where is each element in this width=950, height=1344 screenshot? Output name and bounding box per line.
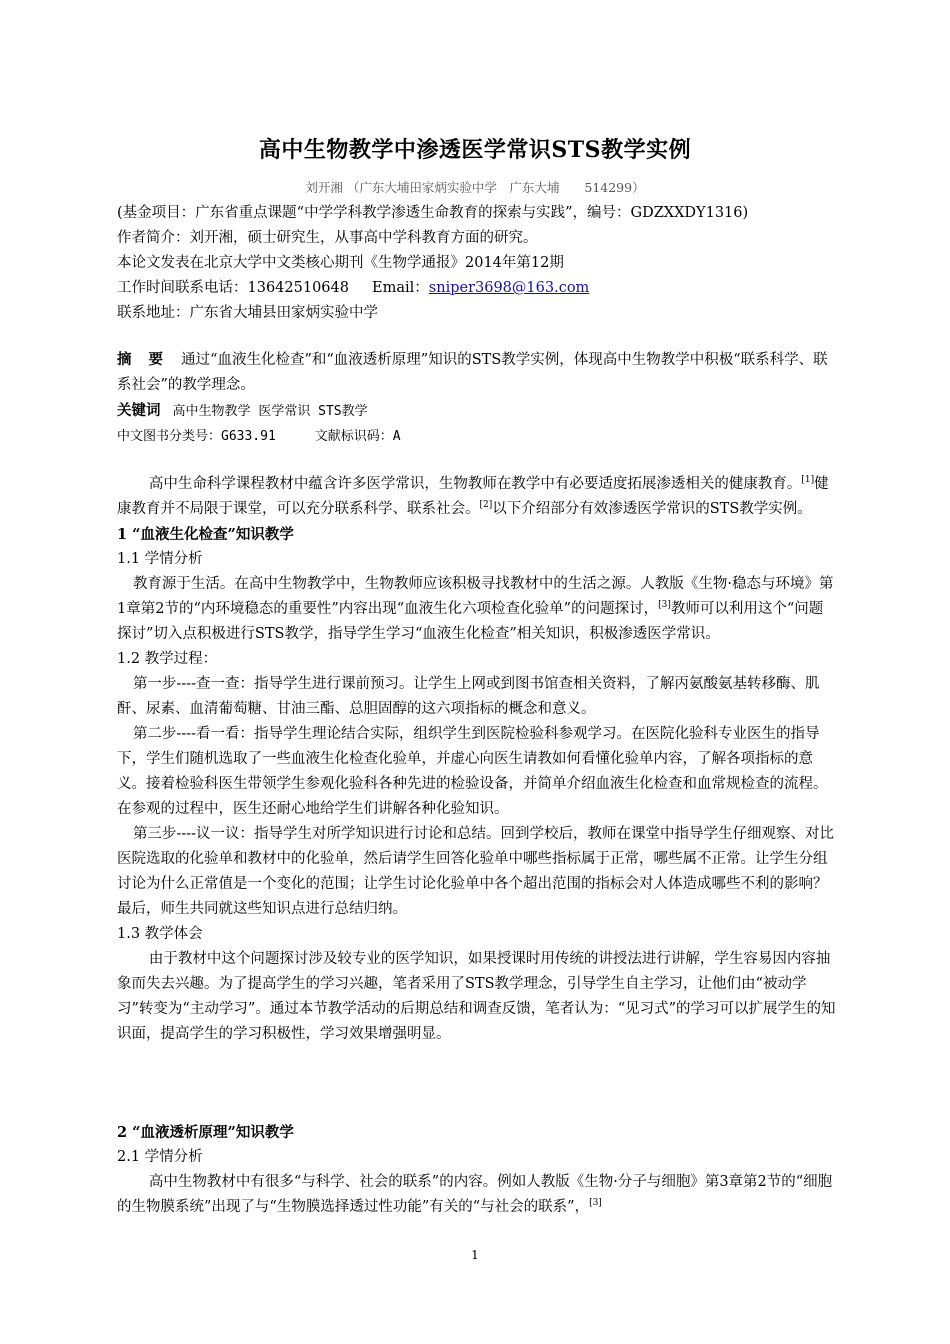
- body-block: [117, 472, 837, 1047]
- page-number: 1: [471, 1248, 479, 1262]
- phone-text: 工作时间联系电话：13642510648: [117, 280, 349, 296]
- publish-line: 本论文发表在北京大学中文类核心期刊《生物学通报》2014年第12期: [117, 255, 564, 271]
- email-label: Email：: [372, 280, 429, 296]
- author-line: 刘开湘 （广东大埔田家炳实验中学 广东大埔 514299）: [305, 180, 645, 195]
- s1-analysis-part2: 教师可以利用这个“问题探讨”切入点积极进行STS教学，指导学生学习“血液生化检查”相关知识，积极渗透医学常识。: [117, 601, 824, 642]
- page-title: 高中生物教学中渗透医学常识STS教学实例: [258, 137, 692, 163]
- subsection-1-1-heading: 1.1 学情分析: [117, 551, 203, 567]
- abstract-label: 摘 要: [117, 351, 170, 368]
- subsection-1-2-heading: 1.2 教学过程：: [117, 651, 218, 667]
- contact-line: [117, 276, 837, 301]
- email-link[interactable]: sniper3698@163.com: [428, 280, 590, 296]
- section-1-heading: 1 “血液生化检查”知识教学: [117, 526, 294, 543]
- classification-line: 中文图书分类号：G633.91 文献标识码：A: [117, 429, 401, 444]
- intro-part3: 以下介绍部分有效渗透医学常识的STS教学实例。: [492, 501, 812, 517]
- keywords-line: [117, 398, 837, 424]
- abstract-block: [117, 347, 837, 449]
- step-3-paragraph: 第三步----议一议：指导学生对所学知识进行讨论和总结。回到学校后，教师在课堂中指导学生仔细观察、对比医院选取的化验单和教材中的化验单，然后请学生回答化验单中哪些指标属于正常，哪些属不正常。让学生分组讨论为什么正常值是一个变化的范围；让学生讨论化验单中各个超出范围的指标会对人体造成哪些不利的影响？最后，师生共同就这些知识点进行总结归纳。: [117, 826, 835, 917]
- section-2-heading: 2 “血液透析原理”知识教学: [117, 1124, 294, 1141]
- intro-part1: 高中生命科学课程教材中蕴含许多医学常识，生物教师在教学中有必要适度拓展渗透相关的健康教育。: [148, 476, 802, 492]
- fund-line: (基金项目：广东省重点课题“中学学科教学渗透生命教育的探索与实践”，编号：GDZXXDY1316): [117, 205, 749, 221]
- keywords-text: 高中生物教学 医学常识 STS教学: [172, 404, 368, 419]
- s2-analysis-text: 高中生物教材中有很多“与科学、社会的联系”的内容。例如人教版《生物·分子与细胞》第3章第2节的“细胞的生物膜系统”出现了与“生物膜选择透过性功能”有关的“与社会的联系”，: [117, 1174, 833, 1215]
- s2-analysis-paragraph: [117, 1170, 837, 1220]
- address-line: 联系地址：广东省大埔县田家炳实验中学: [117, 305, 378, 321]
- citation-3: [3]: [658, 600, 671, 611]
- keywords-label: 关键词: [117, 402, 161, 419]
- subsection-2-1-heading: 2.1 学情分析: [117, 1149, 203, 1165]
- intro-paragraph: [117, 472, 837, 522]
- abstract-paragraph: [117, 347, 837, 398]
- section-2-block: [117, 1120, 837, 1220]
- citation-1: [1]: [801, 475, 815, 486]
- citation-2: [2]: [479, 500, 493, 511]
- step-1-paragraph: 第一步----查一查：指导学生进行课前预习。让学生上网或到图书馆查相关资料，了解丙氨酸氨基转移酶、肌酐、尿素、血清葡萄糖、甘油三酯、总胆固醇的这六项指标的概念和意义。: [117, 676, 820, 717]
- intro-part2: 健康教育并不局限于课堂，可以充分联系科学、联系社会。: [117, 476, 829, 517]
- s1-analysis-part1: 教育源于生活。在高中生物教学中，生物教师应该积极寻找教材中的生活之源。人教版《生物·稳态与环境》第1章第2节的“内环境稳态的重要性”内容出现“血液生化六项检查化验单”的问题探讨，: [117, 576, 834, 617]
- abstract-text: 通过“血液生化检查”和“血液透析原理”知识的STS教学实例，体现高中生物教学中积极“联系科学、联系社会”的教学理念。: [117, 352, 828, 393]
- bio-line: 作者简介：刘开湘，硕士研究生，从事高中学科教育方面的研究。: [117, 230, 538, 246]
- step-2-paragraph: 第二步----看一看：指导学生理论结合实际，组织学生到医院检验科参观学习。在医院化验科专业医生的指导下，学生们随机选取了一些血液生化检查化验单，并虚心向医生请教如何看懂化验单内容，了解各项指标的意义。接着检验科医生带领学生参观化验科各种先进的检验设备，并简单介绍血液生化检查和血常规检查的流程。在参观的过程中，医生还耐心地给学生们讲解各种化验知识。: [117, 726, 828, 817]
- s1-analysis-paragraph: [117, 572, 837, 647]
- citation-3b: [3]: [589, 1198, 602, 1209]
- reflection-paragraph: 由于教材中这个问题探讨涉及较专业的医学知识，如果授课时用传统的讲授法进行讲解，学生容易因内容抽象而失去兴趣。为了提高学生的学习兴趣，笔者采用了STS教学理念，引导学生自主学习，让他们由“被动学习”转变为“主动学习”。通过本节教学活动的后期总结和调查反馈，笔者认为：“见习式”的学习可以扩展学生的知识面，提高学生的学习积极性，学习效果增强明显。: [117, 951, 836, 1042]
- subsection-1-3-heading: 1.3 教学体会: [117, 926, 203, 942]
- meta-block: [117, 201, 837, 326]
